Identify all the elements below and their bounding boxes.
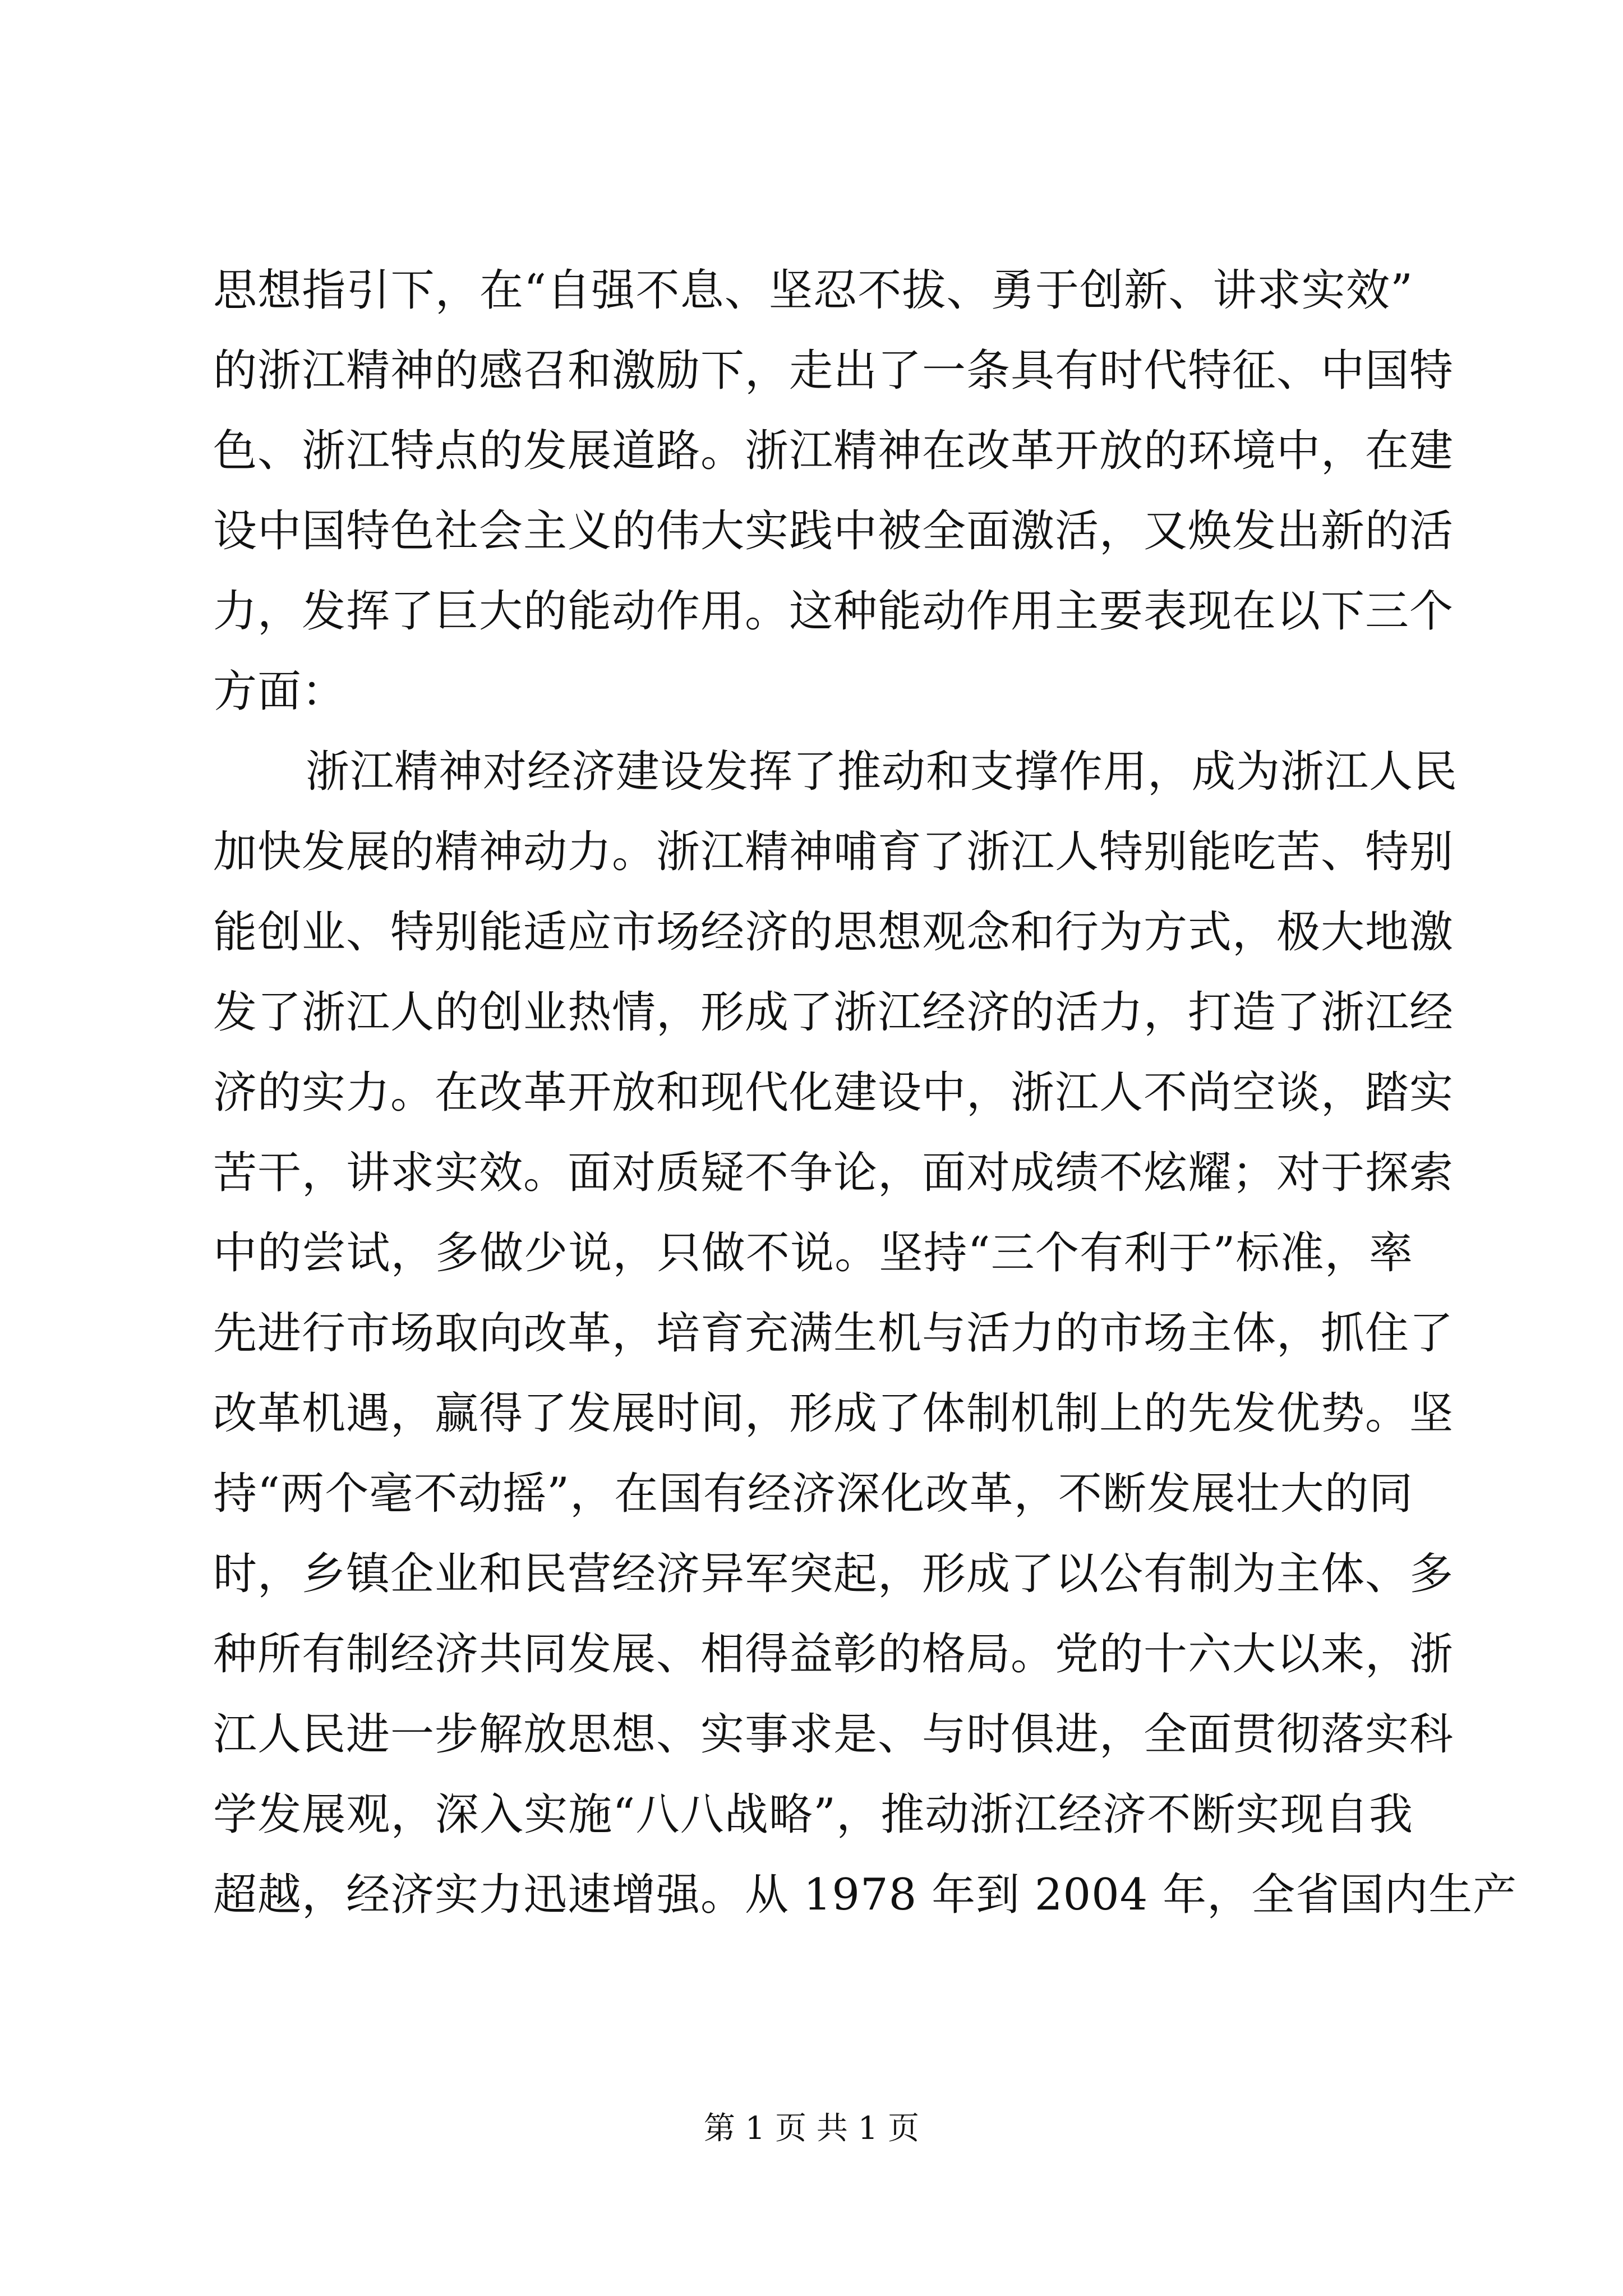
text-line: 苦干，讲求实效。面对质疑不争论，面对成绩不炫耀；对于探索 bbox=[213, 1148, 1454, 1198]
text-line: 先进行市场取向改革，培育充满生机与活力的市场主体，抓住了 bbox=[213, 1308, 1454, 1359]
text-line: 持“两个毫不动摇”，在国有经济深化改革，不断发展壮大的同 bbox=[213, 1469, 1413, 1519]
text-line: 能创业、特别能适应市场经济的思想观念和行为方式，极大地激 bbox=[213, 907, 1454, 958]
text-line: 的浙江精神的感召和激励下，走出了一条具有时代特征、中国特 bbox=[213, 346, 1454, 396]
text-line: 力，发挥了巨大的能动作用。这种能动作用主要表现在以下三个 bbox=[213, 586, 1454, 637]
text-line: 色、浙江特点的发展道路。浙江精神在改革开放的环境中，在建 bbox=[213, 426, 1454, 476]
text-line: 时，乡镇企业和民营经济异军突起，形成了以公有制为主体、多 bbox=[213, 1549, 1454, 1599]
text-line: 改革机遇，赢得了发展时间，形成了体制机制上的先发优势。坚 bbox=[213, 1388, 1454, 1439]
text-line: 加快发展的精神动力。浙江精神哺育了浙江人特别能吃苦、特别 bbox=[213, 827, 1454, 877]
text-line: 思想指引下，在“自强不息、坚忍不拔、勇于创新、讲求实效” bbox=[213, 265, 1413, 316]
text-line: 江人民进一步解放思想、实事求是、与时俱进，全面贯彻落实科 bbox=[213, 1709, 1454, 1760]
page-footer: 第 1 页 共 1 页 bbox=[703, 2110, 920, 2147]
text-line: 学发展观，深入实施“八八战略”，推动浙江经济不断实现自我 bbox=[213, 1789, 1413, 1840]
text-line: 济的实力。在改革开放和现代化建设中，浙江人不尚空谈，踏实 bbox=[213, 1068, 1454, 1118]
text-line: 种所有制经济共同发展、相得益彰的格局。党的十六大以来，浙 bbox=[213, 1629, 1454, 1680]
text-line: 超越，经济实力迅速增强。从 1978 年到 2004 年，全省国内生产 bbox=[213, 1870, 1518, 1920]
text-line: 发了浙江人的创业热情，形成了浙江经济的活力，打造了浙江经 bbox=[213, 987, 1454, 1038]
text-line: 方面： bbox=[213, 666, 347, 717]
paragraph-first-line: 浙江精神对经济建设发挥了推动和支撑作用，成为浙江人民 bbox=[306, 747, 1458, 797]
text-line: 设中国特色社会主义的伟大实践中被全面激活，又焕发出新的活 bbox=[213, 506, 1454, 556]
text-line: 中的尝试，多做少说，只做不说。坚持“三个有利于”标准，率 bbox=[213, 1228, 1413, 1278]
